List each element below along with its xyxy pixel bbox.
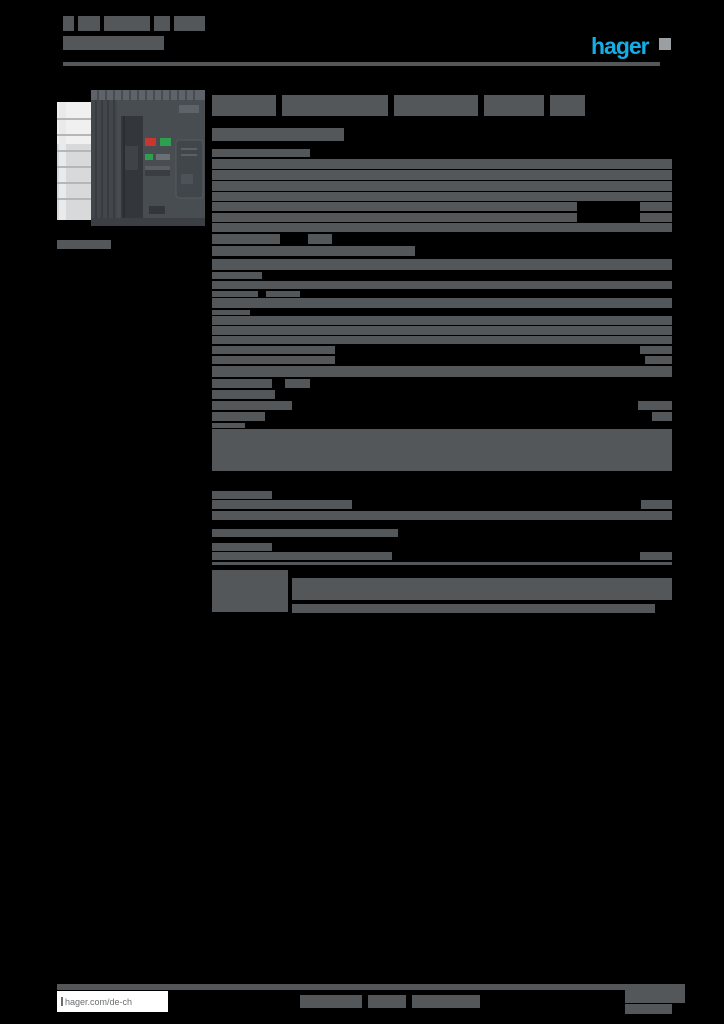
logo-square-icon bbox=[659, 38, 671, 50]
spec-row bbox=[652, 412, 672, 421]
hager-mark-icon bbox=[61, 997, 63, 1006]
spec-row bbox=[212, 291, 258, 297]
spec-row bbox=[212, 366, 672, 377]
spec-row bbox=[640, 213, 672, 222]
spec-row bbox=[212, 316, 672, 325]
header-reference bbox=[63, 16, 74, 31]
spec-row bbox=[638, 401, 672, 410]
header-reference bbox=[78, 16, 100, 31]
footer-page-badge bbox=[625, 1004, 672, 1014]
spec-row bbox=[212, 543, 272, 551]
page-title bbox=[484, 95, 544, 116]
spec-row bbox=[212, 246, 415, 256]
header-reference bbox=[104, 16, 150, 31]
spec-row bbox=[212, 259, 672, 270]
header-rule bbox=[63, 62, 660, 66]
spec-row bbox=[212, 170, 672, 180]
footer-center-text bbox=[412, 995, 480, 1008]
spec-row bbox=[212, 491, 272, 499]
header-reference bbox=[174, 16, 205, 31]
spec-row bbox=[212, 192, 672, 201]
page-title bbox=[394, 95, 478, 116]
spec-row bbox=[212, 298, 672, 308]
spec-row bbox=[212, 390, 275, 399]
spec-row bbox=[266, 291, 300, 297]
spec-row bbox=[308, 234, 332, 244]
footer-url: hager.com/de-ch bbox=[65, 996, 133, 1007]
spec-row bbox=[212, 356, 335, 364]
page-title bbox=[282, 95, 388, 116]
footer-center-text bbox=[368, 995, 406, 1008]
footer-page-badge bbox=[625, 984, 685, 1003]
spec-row bbox=[212, 511, 672, 520]
spec-row bbox=[212, 213, 577, 222]
spec-row bbox=[212, 570, 288, 612]
spec-row bbox=[212, 281, 672, 289]
spec-row bbox=[212, 401, 292, 410]
spec-row bbox=[212, 336, 672, 344]
spec-row bbox=[212, 159, 672, 169]
spec-row bbox=[292, 578, 672, 600]
page-title bbox=[550, 95, 585, 116]
spec-row bbox=[212, 181, 672, 191]
spec-row bbox=[212, 272, 262, 279]
spec-row bbox=[212, 552, 392, 560]
spec-row bbox=[640, 552, 672, 560]
header-reference bbox=[154, 16, 170, 31]
spec-row bbox=[212, 223, 672, 232]
spec-row bbox=[212, 202, 577, 211]
section-heading bbox=[212, 128, 344, 141]
footer-url-box bbox=[57, 991, 168, 1012]
spec-row bbox=[641, 500, 672, 509]
footer-rule bbox=[57, 984, 685, 990]
spec-row bbox=[645, 356, 672, 364]
hager-logo: hager bbox=[591, 33, 649, 59]
spec-row bbox=[292, 604, 655, 613]
spec-row bbox=[212, 310, 250, 315]
spec-row bbox=[212, 529, 398, 537]
product-image bbox=[57, 88, 205, 235]
page-title bbox=[212, 95, 276, 116]
section-heading bbox=[212, 149, 310, 157]
spec-row bbox=[212, 412, 265, 421]
footer-center-text bbox=[300, 995, 362, 1008]
spec-row bbox=[212, 346, 335, 354]
spec-row bbox=[212, 429, 672, 471]
header-reference bbox=[63, 36, 164, 50]
spec-row bbox=[212, 326, 672, 335]
image-caption bbox=[57, 240, 111, 249]
spec-row bbox=[212, 562, 672, 565]
spec-row bbox=[212, 423, 245, 428]
spec-row bbox=[212, 379, 272, 388]
spec-row bbox=[212, 500, 352, 509]
spec-row bbox=[640, 202, 672, 211]
circuit-breaker-illustration bbox=[57, 88, 205, 235]
spec-row bbox=[212, 234, 280, 244]
spec-row bbox=[640, 346, 672, 354]
spec-row bbox=[285, 379, 310, 388]
